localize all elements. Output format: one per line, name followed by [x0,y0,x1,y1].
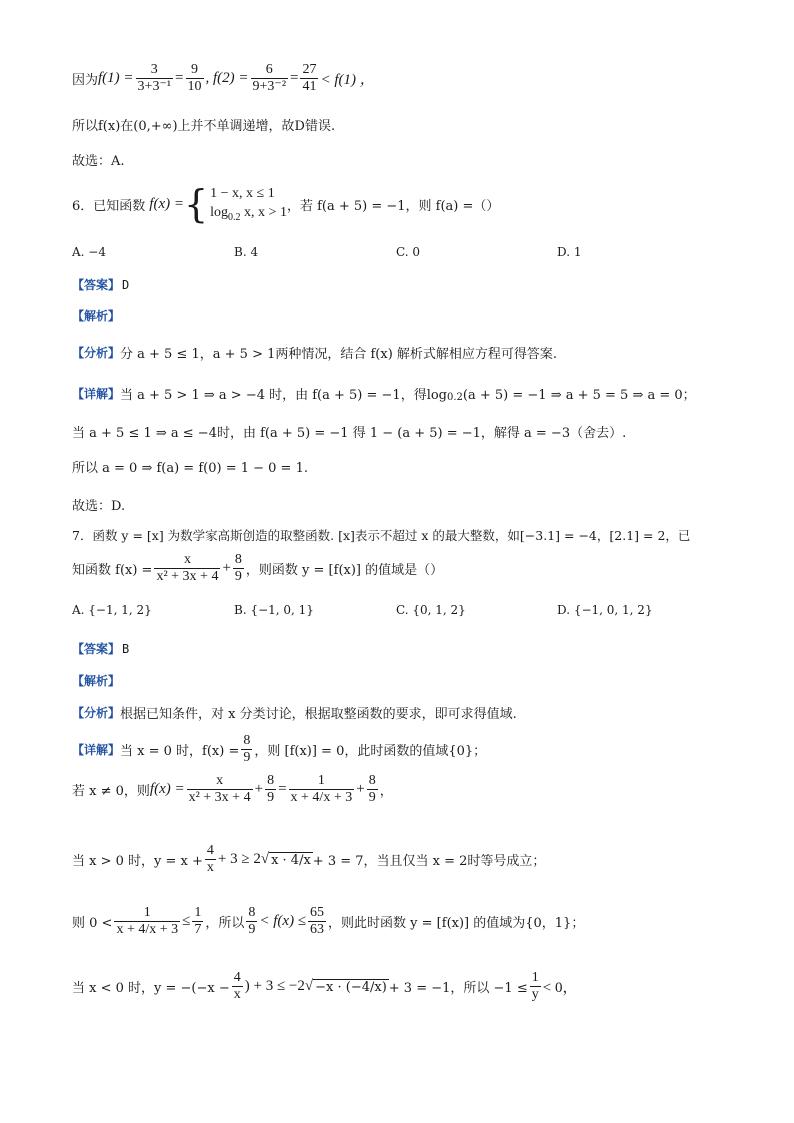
q6-choice: 故选：D. [72,499,126,514]
fraction: $\frac{1}{x + 4/x + 3}$ [116,905,179,938]
fraction: $\frac{8}{9}$ [234,552,242,585]
prev-choice-line: 故选：A. [72,154,125,169]
q6-answer: 【答案】 D [72,277,130,292]
q7-fenxi: 【分析】 根据已知条件，对 x 分类讨论，根据取整函数的要求，即可求得值域. [72,706,517,722]
q6-option-d[interactable]: D. 1 [557,245,582,259]
question-7-stem-2: 知函数 f(x) = $\frac{x}{\text{x² + 3x + 4}}$ + $\frac{8}{9}$ ，则函数 y = [f(x)] 的值域是（） [72,552,444,585]
q7-detail-3: 当 x > 0 时，y = x + $\frac{4}{x}$ + 3 ≥ 2 √ x · 4/x + 3 = 7，当且仅当 x = 2时等号成立； [72,843,546,876]
fraction: $\frac{4}{x}$ [206,843,214,876]
prev-proof-line-2: 所以f(x)在(0,+∞)上并不单调递增，故D错误. [72,119,336,134]
fraction: $\frac{8}{9}$ [368,773,376,806]
q6-option-c[interactable]: C. 0 [396,245,421,259]
fraction: $\frac{9}{10}$ [187,62,202,95]
q7-detail-1: 【详解】 当 x = 0 时，f(x) = $\frac{8}{9}$ ，则 [f(x)] = 0，此时函数的值域{0}； [72,733,487,766]
fraction: $\frac{x}{\text{x² + 3x + 4}}$ [156,552,219,585]
fraction: $\frac{3}{\text{3+3⁻¹}}$ [137,62,172,95]
prev-proof-line-1: 因为 f(1) = $\frac{3}{\text{3+3⁻¹}}$ = $\frac{9}{10}$ , f(2) = $\frac{6}{\text{9+3⁻²}}$ = $\frac{27}{41}$ < f(1) ， [72,62,375,95]
q7-answer: 【答案】 B [72,641,130,656]
q6-detail-3: 所以 a = 0 ⇒ f(a) = f(0) = 1 − 0 = 1. [72,461,308,476]
q7-detail-2: 若 x ≠ 0，则 f(x) = $\frac{x}{\text{x² + 3x + 4}}$ + $\frac{8}{9}$ = $\frac{1}{x + 4/x + 3}$ + $\frac{8}{9}$ ， [72,773,393,806]
fraction: $\frac{8}{9}$ [267,773,275,806]
piecewise-definition: { 1 − x, x ≤ 1 $\log_{0.2} x$, x > 1 [183,182,287,226]
q7-option-c[interactable]: C. {0, 1, 2} [396,603,466,617]
fraction: $\frac{x}{\text{x² + 3x + 4}}$ [188,773,251,806]
fraction: $\frac{1}{x + 4/x + 3}$ [290,773,353,806]
left-brace: { [183,182,209,226]
fraction: $\frac{27}{41}$ [302,62,317,95]
question-7-stem-1: 7．函数 y = [x] 为数学家高斯创造的取整函数. [x]表示不超过 x 的最大整数，如[−3.1] = −4，[2.1] = 2，已 [72,528,691,543]
q7-detail-4: 则 0 < $\frac{1}{x + 4/x + 3}$ ≤ $\frac{1}{7}$ ，所以 $\frac{8}{9}$ < f(x) ≤ $\frac{65}{63}$ ，则此时函数 y = [f(x)] 的值域为{0，1}； [72,905,585,938]
q7-option-d[interactable]: D. {−1, 0, 1, 2} [557,603,653,617]
square-root: √ x · 4/x [260,851,311,868]
square-root: √ −x · (−4/x) [304,978,387,995]
question-6-stem: 6．已知函数 f(x) = { 1 − x, x ≤ 1 $\log_{0.2} x$, x > 1 ，若 f(a + 5) = −1，则 f(a) =（） [72,182,500,226]
q6-detail-1: 【详解】 当 a + 5 > 1 ⇒ a > −4 时，由 f(a + 5) = −1，得log 0.2 (a + 5) = −1 ⇒ a + 5 = 5 ⇒ a = 0； [72,387,696,403]
fraction: $\frac{8}{9}$ [243,733,251,766]
fraction: $\frac{1}{y}$ [531,970,539,1003]
q7-analysis-heading: 【解析】 [72,674,121,688]
q7-option-a[interactable]: A. {−1, 1, 2} [72,603,152,617]
q7-option-b[interactable]: B. {−1, 0, 1} [234,603,314,617]
fraction: $\frac{8}{9}$ [248,905,256,938]
q6-detail-2: 当 a + 5 ≤ 1 ⇒ a ≤ −4时，由 f(a + 5) = −1 得 1 − (a + 5) = −1，解得 a = −3（舍去）. [72,426,627,441]
fraction: $\frac{4}{x}$ [233,970,241,1003]
fraction: $\frac{1}{7}$ [194,905,202,938]
fraction: $\frac{6}{\text{9+3⁻²}}$ [252,62,287,95]
q6-option-b[interactable]: B. 4 [234,245,259,259]
q6-fenxi: 【分析】 分 a + 5 ≤ 1，a + 5 > 1两种情况，结合 f(x) 解析式解相应方程可得答案. [72,346,558,362]
q6-option-a[interactable]: A. −4 [72,245,106,259]
q6-analysis-heading: 【解析】 [72,309,121,323]
fraction: $\frac{65}{63}$ [310,905,325,938]
q7-detail-5: 当 x < 0 时，y = −(−x − $\frac{4}{x}$ ) + 3 ≤ −2 √ −x · (−4/x) + 3 = −1，所以 −1 ≤ $\frac{1}{y}$ < 0， [72,970,578,1003]
